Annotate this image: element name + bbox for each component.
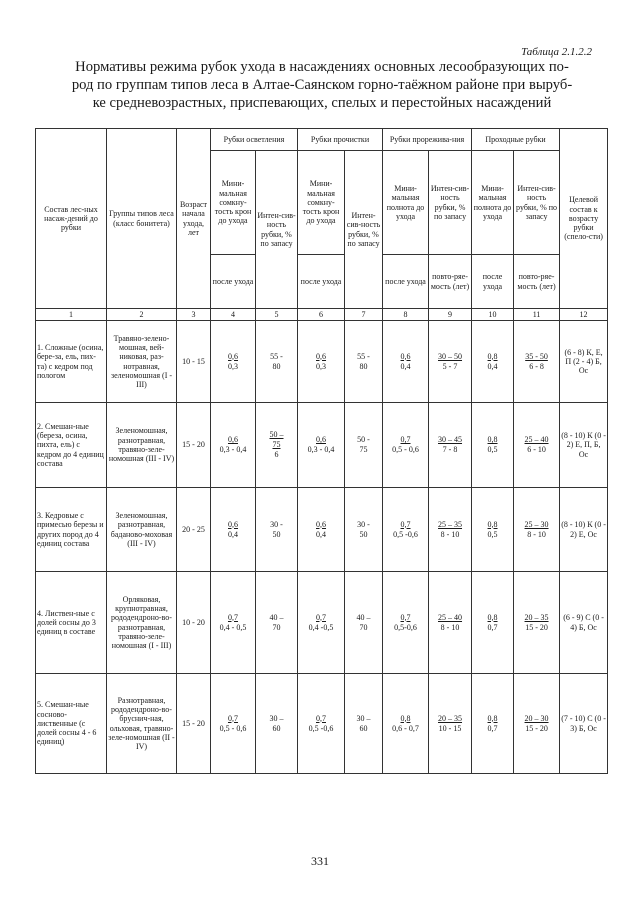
col-number: 10 <box>472 309 514 321</box>
cell-intensity-repeat: $\frac{20 - 35}{10 - 15}$ <box>429 674 472 774</box>
col-number: 8 <box>383 309 429 321</box>
cell-target: (6 - 9) С (0 - 4) Б, Ос <box>560 572 608 674</box>
col-number: 9 <box>429 309 472 321</box>
cell-composition: 5. Смешан-ные сосново-лиственные (с долей сосны 4 - 6 единиц) <box>36 674 107 774</box>
header-min-density: Мини-мальная полнота до ухода <box>383 151 429 255</box>
cell-closure: $\frac{0,6}{0,4}$ <box>211 488 256 572</box>
header-intensity-short: Интен-сив-ность рубки, % по запасу <box>514 151 560 255</box>
title-line: ке средневозрастных, приспевающих, спелых и перестойных насаждений <box>92 95 552 111</box>
header-clarifying-cuttings: Рубки осветления <box>211 129 298 151</box>
col-number: 1 <box>36 309 107 321</box>
header-age: Возраст начала ухода, лет <box>177 129 211 309</box>
header-intensity: Интен-сив-ность рубки, % по запасу <box>256 151 298 309</box>
col-number: 3 <box>177 309 211 321</box>
cell-forest-group: Зеленомошная, разнотравная, бадановo-моховая (III - IV) <box>107 488 177 572</box>
header-after-care: после ухода <box>383 255 429 309</box>
cell-density: $\frac{0,8}{0,4}$ <box>472 321 514 403</box>
column-numbers-row <box>36 309 608 321</box>
cell-intensity: 50 - 75 <box>345 403 383 488</box>
cell-closure: $\frac{0,7}{0,4 -0,5}$ <box>298 572 345 674</box>
cell-intensity-repeat: $\frac{25 - 30}{8 - 10}$ <box>514 488 560 572</box>
cell-target: (8 - 10) К (0 - 2) Е, Ос <box>560 488 608 572</box>
cell-closure: $\frac{0,7}{0,4 - 0,5}$ <box>211 572 256 674</box>
col-number: 11 <box>514 309 560 321</box>
header-min-closure: Мини-мальная сомкну-тость крон до ухода <box>211 151 256 255</box>
table-row <box>36 321 608 403</box>
cell-composition: 2. Смешан-ные (береза, осина, пихта, ель) с кедром до 4 единиц состава <box>36 403 107 488</box>
cell-age: 10 - 20 <box>177 572 211 674</box>
cell-closure: $\frac{0,6}{0,3 - 0,4}$ <box>298 403 345 488</box>
cell-density: $\frac{0,8}{0,7}$ <box>472 674 514 774</box>
title-line: Нормативы режима рубок ухода в насаждениях основных лесообразующих по- <box>75 59 569 75</box>
header-repeat: повто-ряе-мость (лет) <box>514 255 560 309</box>
cell-intensity-repeat: $\frac{30 - 45}{7 - 8}$ <box>429 403 472 488</box>
cell-intensity: 50 – 75 6 <box>256 403 298 488</box>
cell-closure: $\frac{0,7}{0,5 - 0,6}$ <box>211 674 256 774</box>
cell-density: $\frac{0,7}{0,5 -0,6}$ <box>383 488 429 572</box>
col-number: 7 <box>345 309 383 321</box>
header-min-closure: Мини-мальная сомкну-тость крон до ухода <box>298 151 345 255</box>
header-min-density: Мини-мальная полнота до ухода <box>472 151 514 255</box>
cell-target: (6 - 8) К, Е, П (2 - 4) Б, Ос <box>560 321 608 403</box>
cell-age: 10 - 15 <box>177 321 211 403</box>
cell-intensity: 55 - 80 <box>345 321 383 403</box>
cell-forest-group: Разнотравная, рододендроно-во-бруснич-ная, ольховая, травяно-зеле-номошная (II - IV) <box>107 674 177 774</box>
cell-closure: $\frac{0,6}{0,4}$ <box>298 488 345 572</box>
cell-density: $\frac{0,7}{0,5-0,6}$ <box>383 572 429 674</box>
header-thinning-cuttings: Рубки прорежива-ния <box>383 129 472 151</box>
header-after-care: после ухода <box>211 255 256 309</box>
cell-composition: 1. Сложные (осина, бере-за, ель, пих-та) с кедром под пологом <box>36 321 107 403</box>
col-number: 5 <box>256 309 298 321</box>
cell-intensity-repeat: $\frac{35 - 50}{6 - 8}$ <box>514 321 560 403</box>
cell-intensity: 40 – 70 <box>345 572 383 674</box>
page-number: 331 <box>311 854 329 868</box>
header-composition: Состав лес-ных насаж-дений до рубки <box>36 129 107 309</box>
cell-intensity-repeat: $\frac{25 - 40}{6 - 10}$ <box>514 403 560 488</box>
header-cleaning-cuttings: Рубки прочистки <box>298 129 383 151</box>
cell-age: 20 - 25 <box>177 488 211 572</box>
table-row <box>36 403 608 488</box>
table-row <box>36 572 608 674</box>
cell-forest-group: Орляковая, крупнотравная, рододендроно-во-разнотравная, травяно-зеле-номошная (I - III) <box>107 572 177 674</box>
cell-intensity-repeat: $\frac{25 - 40}{8 - 10}$ <box>429 572 472 674</box>
cell-density: $\frac{0,8}{0,5}$ <box>472 488 514 572</box>
cell-composition: 3. Кедровые с примесью березы и других пород до 4 единиц состава <box>36 488 107 572</box>
col-number: 12 <box>560 309 608 321</box>
cell-density: $\frac{0,7}{0,5 - 0,6}$ <box>383 403 429 488</box>
page-title <box>52 58 592 112</box>
header-forest-type-groups: Группы типов леса (класс бонитета) <box>107 129 177 309</box>
cell-target: (8 - 10) К (0 - 2) Е, П, Б, Ос <box>560 403 608 488</box>
col-number: 2 <box>107 309 177 321</box>
cell-target: (7 - 10) С (0 - 3) Б, Ос <box>560 674 608 774</box>
header-target-composition: Целевой состав к возрасту рубки (спело-сти) <box>560 129 608 309</box>
cell-density: $\frac{0,8}{0,5}$ <box>472 403 514 488</box>
cell-closure: $\frac{0,7}{0,5 -0,6}$ <box>298 674 345 774</box>
table-number: Таблица 2.1.2.2 <box>521 46 592 58</box>
cell-density: $\frac{0,8}{0,7}$ <box>472 572 514 674</box>
table-row <box>36 488 608 572</box>
cell-forest-group: Зеленомошная, разнотравная, травяно-зеле-номошная (III - IV) <box>107 403 177 488</box>
cell-intensity: 55 - 80 <box>256 321 298 403</box>
norms-table <box>35 128 608 774</box>
cell-composition: 4. Листвен-ные с долей сосны до 3 единиц в составе <box>36 572 107 674</box>
cell-forest-group: Травяно-зелено-мошная, вей-никовая, раз-нотравная, зеленомошная (I - III) <box>107 321 177 403</box>
cell-closure: $\frac{0,6}{0,3 - 0,4}$ <box>211 403 256 488</box>
cell-age: 15 - 20 <box>177 674 211 774</box>
cell-density: $\frac{0,6}{0,4}$ <box>383 321 429 403</box>
cell-intensity-repeat: $\frac{20 - 30}{15 - 20}$ <box>514 674 560 774</box>
cell-density: $\frac{0,8}{0,6 - 0,7}$ <box>383 674 429 774</box>
table-row <box>36 674 608 774</box>
cell-intensity: 30 - 50 <box>256 488 298 572</box>
col-number: 4 <box>211 309 256 321</box>
cell-intensity: 40 – 70 <box>256 572 298 674</box>
header-after-care: после ухода <box>472 255 514 309</box>
cell-intensity-repeat: $\frac{20 - 35}{15 - 20}$ <box>514 572 560 674</box>
cell-intensity: 30 - 50 <box>345 488 383 572</box>
cell-intensity-repeat: $\frac{25 - 35}{8 - 10}$ <box>429 488 472 572</box>
cell-intensity-repeat: $\frac{30 - 50}{5 - 7}$ <box>429 321 472 403</box>
col-number: 6 <box>298 309 345 321</box>
header-intensity-short: Интен-сив-ность рубки, % по запасу <box>429 151 472 255</box>
header-passage-cuttings: Проходные рубки <box>472 129 560 151</box>
cell-intensity: 30 – 60 <box>256 674 298 774</box>
cell-closure: $\frac{0,6}{0,3}$ <box>211 321 256 403</box>
title-line: род по группам типов леса в Алтае-Саянском горно-таёжном районе при выруб- <box>71 77 573 93</box>
header-repeat: повто-ряе-мость (лет) <box>429 255 472 309</box>
cell-age: 15 - 20 <box>177 403 211 488</box>
cell-closure: $\frac{0,6}{0,3}$ <box>298 321 345 403</box>
header-intensity: Интен-сив-ность рубки, % по запасу <box>345 151 383 309</box>
header-after-care: после ухода <box>298 255 345 309</box>
cell-intensity: 30 – 60 <box>345 674 383 774</box>
